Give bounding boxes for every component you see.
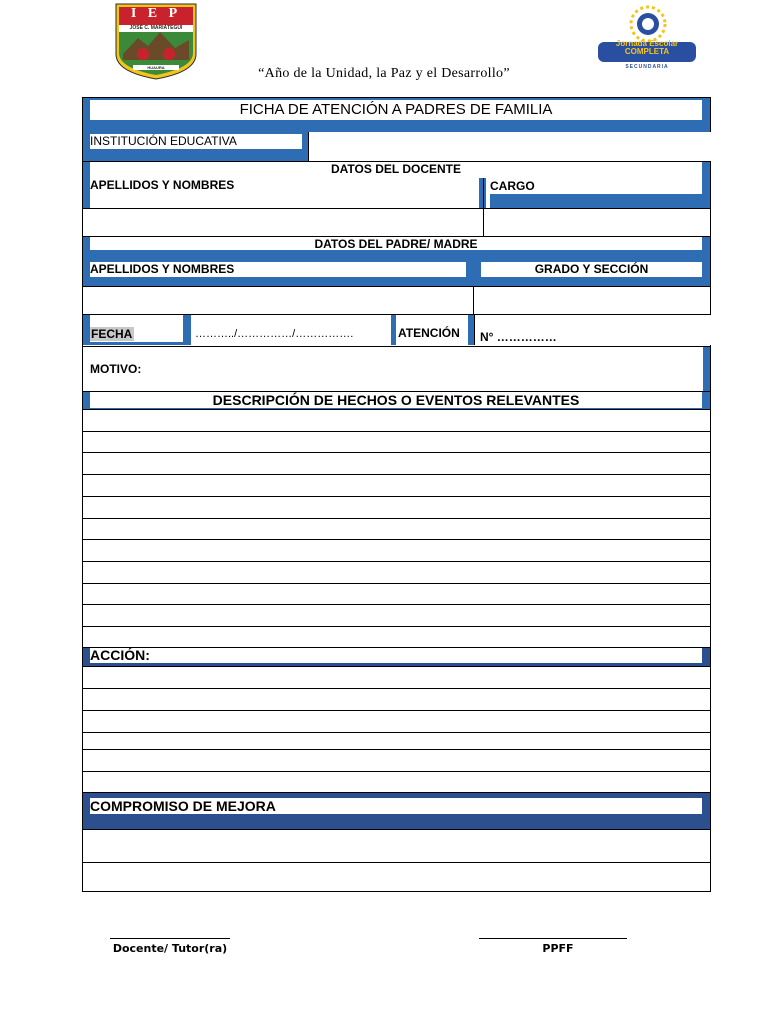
teacher-section-title: DATOS DEL DOCENTE	[330, 162, 461, 176]
teacher-name-field[interactable]	[83, 209, 483, 236]
school-logo-letters: I E P	[130, 6, 182, 21]
institution-label: INSTITUCIÓN EDUCATIVA	[90, 134, 237, 148]
grade-label: GRADO Y SECCIÓN	[534, 262, 649, 276]
number-label: N° ……………	[480, 330, 557, 344]
parent-section-title: DATOS DEL PADRE/ MADRE	[314, 237, 478, 251]
description-area[interactable]	[83, 410, 710, 646]
teacher-name-label: APELLIDOS Y NOMBRES	[90, 178, 235, 192]
reason-label: MOTIVO:	[90, 362, 142, 376]
school-logo-city: HUAURA	[147, 65, 165, 70]
attention-label: ATENCIÓN	[398, 326, 460, 340]
teacher-role-label: CARGO	[490, 179, 535, 193]
action-label: ACCIÓN:	[90, 647, 150, 663]
description-section-title: DESCRIPCIÓN DE HECHOS O EVENTOS RELEVANTES	[212, 392, 580, 408]
reason-field[interactable]	[83, 347, 703, 391]
teacher-role-field[interactable]	[484, 209, 710, 236]
commitment-label: COMPROMISO DE MEJORA	[90, 798, 276, 814]
jec-logo-sub: SECUNDARIA	[625, 64, 669, 70]
date-label: FECHA	[91, 327, 133, 341]
commitment-area[interactable]	[83, 830, 710, 891]
parent-name-label: APELLIDOS Y NOMBRES	[90, 262, 235, 276]
jec-logo-text: Jornada Escolar COMPLETA	[615, 39, 679, 56]
teacher-signature-line	[110, 938, 230, 939]
date-placeholder: ………../……………/…………….	[195, 328, 354, 340]
year-motto: “Año de la Unidad, la Paz y el Desarrollo”	[258, 66, 510, 81]
teacher-signature-label: Docente/ Tutor(ra)	[112, 942, 228, 955]
grade-field[interactable]	[474, 287, 710, 314]
parent-name-field[interactable]	[83, 287, 473, 314]
form-title: FICHA DE ATENCIÓN A PADRES DE FAMILIA	[239, 101, 553, 118]
parent-signature-line	[479, 938, 627, 939]
institution-field[interactable]	[308, 132, 711, 161]
action-area[interactable]	[83, 667, 710, 792]
school-logo-name: JOSÉ C. MARIÁTEGUI	[129, 25, 183, 31]
parent-signature-label: PPFF	[542, 942, 574, 955]
attention-form	[82, 97, 711, 892]
